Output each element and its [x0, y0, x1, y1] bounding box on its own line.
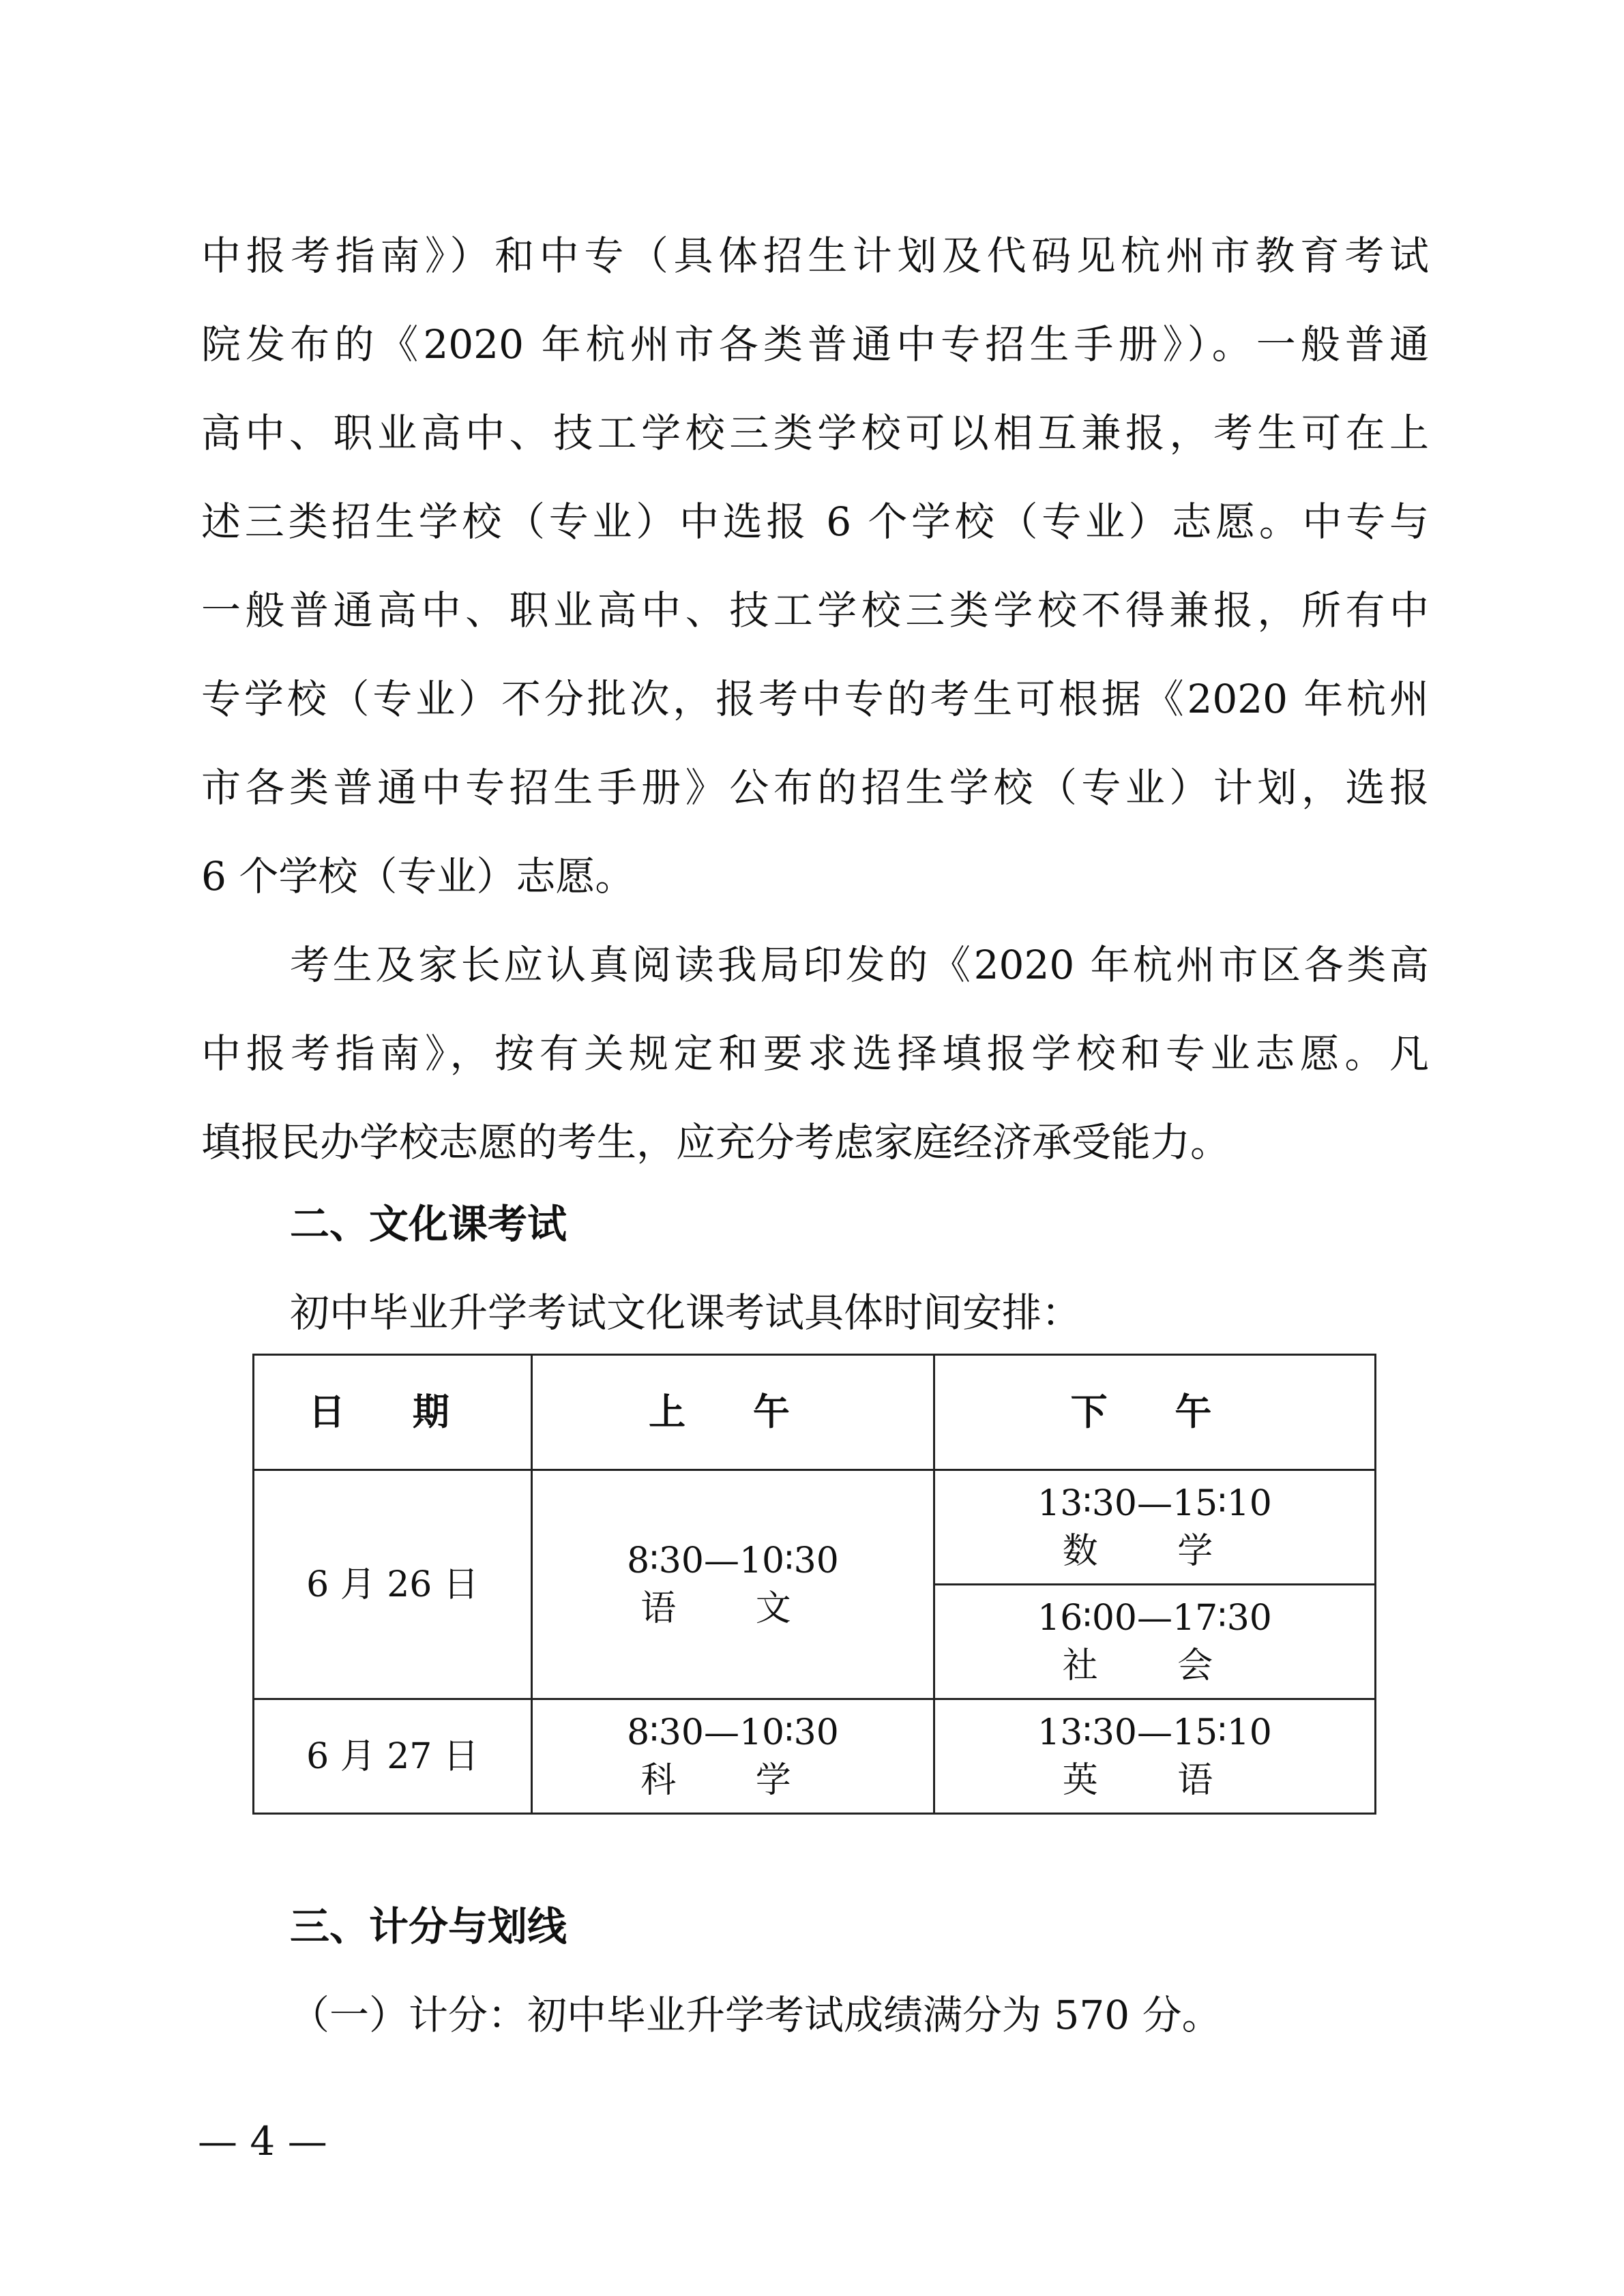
exam-time: 16∶00—17∶30 [1037, 1597, 1272, 1639]
page-number: — 4 — [198, 2118, 327, 2164]
table-header-row [254, 1355, 1376, 1470]
section-heading-scoring: 三、计分与划线 [290, 1903, 567, 1950]
exam-time: 13∶30—15∶10 [1037, 1712, 1272, 1753]
date-cell: 6 月 27 日 [254, 1699, 532, 1814]
exam-subject: 社 会 [1062, 1645, 1247, 1686]
scoring-item-1: （一）计分：初中毕业升学考试成绩满分为 570 分。 [290, 1992, 1222, 2038]
exam-subject: 科 学 [640, 1759, 825, 1801]
afternoon-cell [934, 1585, 1376, 1699]
exam-schedule-intro: 初中毕业升学考试文化课考试具体时间安排： [290, 1289, 1082, 1336]
exam-time: 8∶30—10∶30 [627, 1712, 839, 1753]
exam-subject: 语 文 [640, 1587, 825, 1629]
table-row [254, 1699, 1376, 1814]
exam-subject: 英 语 [1062, 1759, 1247, 1801]
exam-time: 8∶30—10∶30 [627, 1540, 839, 1581]
header-afternoon: 下 午 [934, 1355, 1376, 1470]
paragraph-line: 院发布的《2020 年杭州市各类普通中专招生手册》）。一般普通 [201, 321, 1429, 368]
morning-cell [532, 1470, 934, 1699]
paragraph-line: 中报考指南》，按有关规定和要求选择填报学校和专业志愿。凡 [201, 1030, 1429, 1077]
table-row [254, 1470, 1376, 1585]
paragraph-line: 一般普通高中、职业高中、技工学校三类学校不得兼报，所有中 [201, 587, 1429, 633]
paragraph-line: 6 个学校（专业）志愿。 [201, 853, 635, 899]
exam-subject: 数 学 [1062, 1530, 1247, 1572]
paragraph-line: 专学校（专业）不分批次，报考中专的考生可根据《2020 年杭州 [201, 676, 1429, 722]
morning-cell [532, 1699, 934, 1814]
header-morning: 上 午 [532, 1355, 934, 1470]
afternoon-cell [934, 1470, 1376, 1585]
paragraph-line: 市各类普通中专招生手册》公布的招生学校（专业）计划，选报 [201, 764, 1429, 811]
paragraph-line: 考生及家长应认真阅读我局印发的《2020 年杭州市区各类高 [290, 942, 1429, 988]
paragraph-line: 高中、职业高中、技工学校三类学校可以相互兼报，考生可在上 [201, 410, 1429, 456]
paragraph-line: 中报考指南》）和中专（具体招生计划及代码见杭州市教育考试 [201, 233, 1429, 279]
paragraph-line: 述三类招生学校（专业）中选报 6 个学校（专业）志愿。中专与 [201, 498, 1429, 545]
exam-time: 13∶30—15∶10 [1037, 1482, 1272, 1524]
afternoon-cell [934, 1699, 1376, 1814]
paragraph-line: 填报民办学校志愿的考生，应充分考虑家庭经济承受能力。 [201, 1119, 1230, 1165]
header-date: 日 期 [254, 1355, 532, 1470]
date-cell: 6 月 26 日 [254, 1470, 532, 1699]
exam-schedule-table [252, 1354, 1376, 1815]
section-heading-culture-exam: 二、文化课考试 [290, 1201, 567, 1247]
